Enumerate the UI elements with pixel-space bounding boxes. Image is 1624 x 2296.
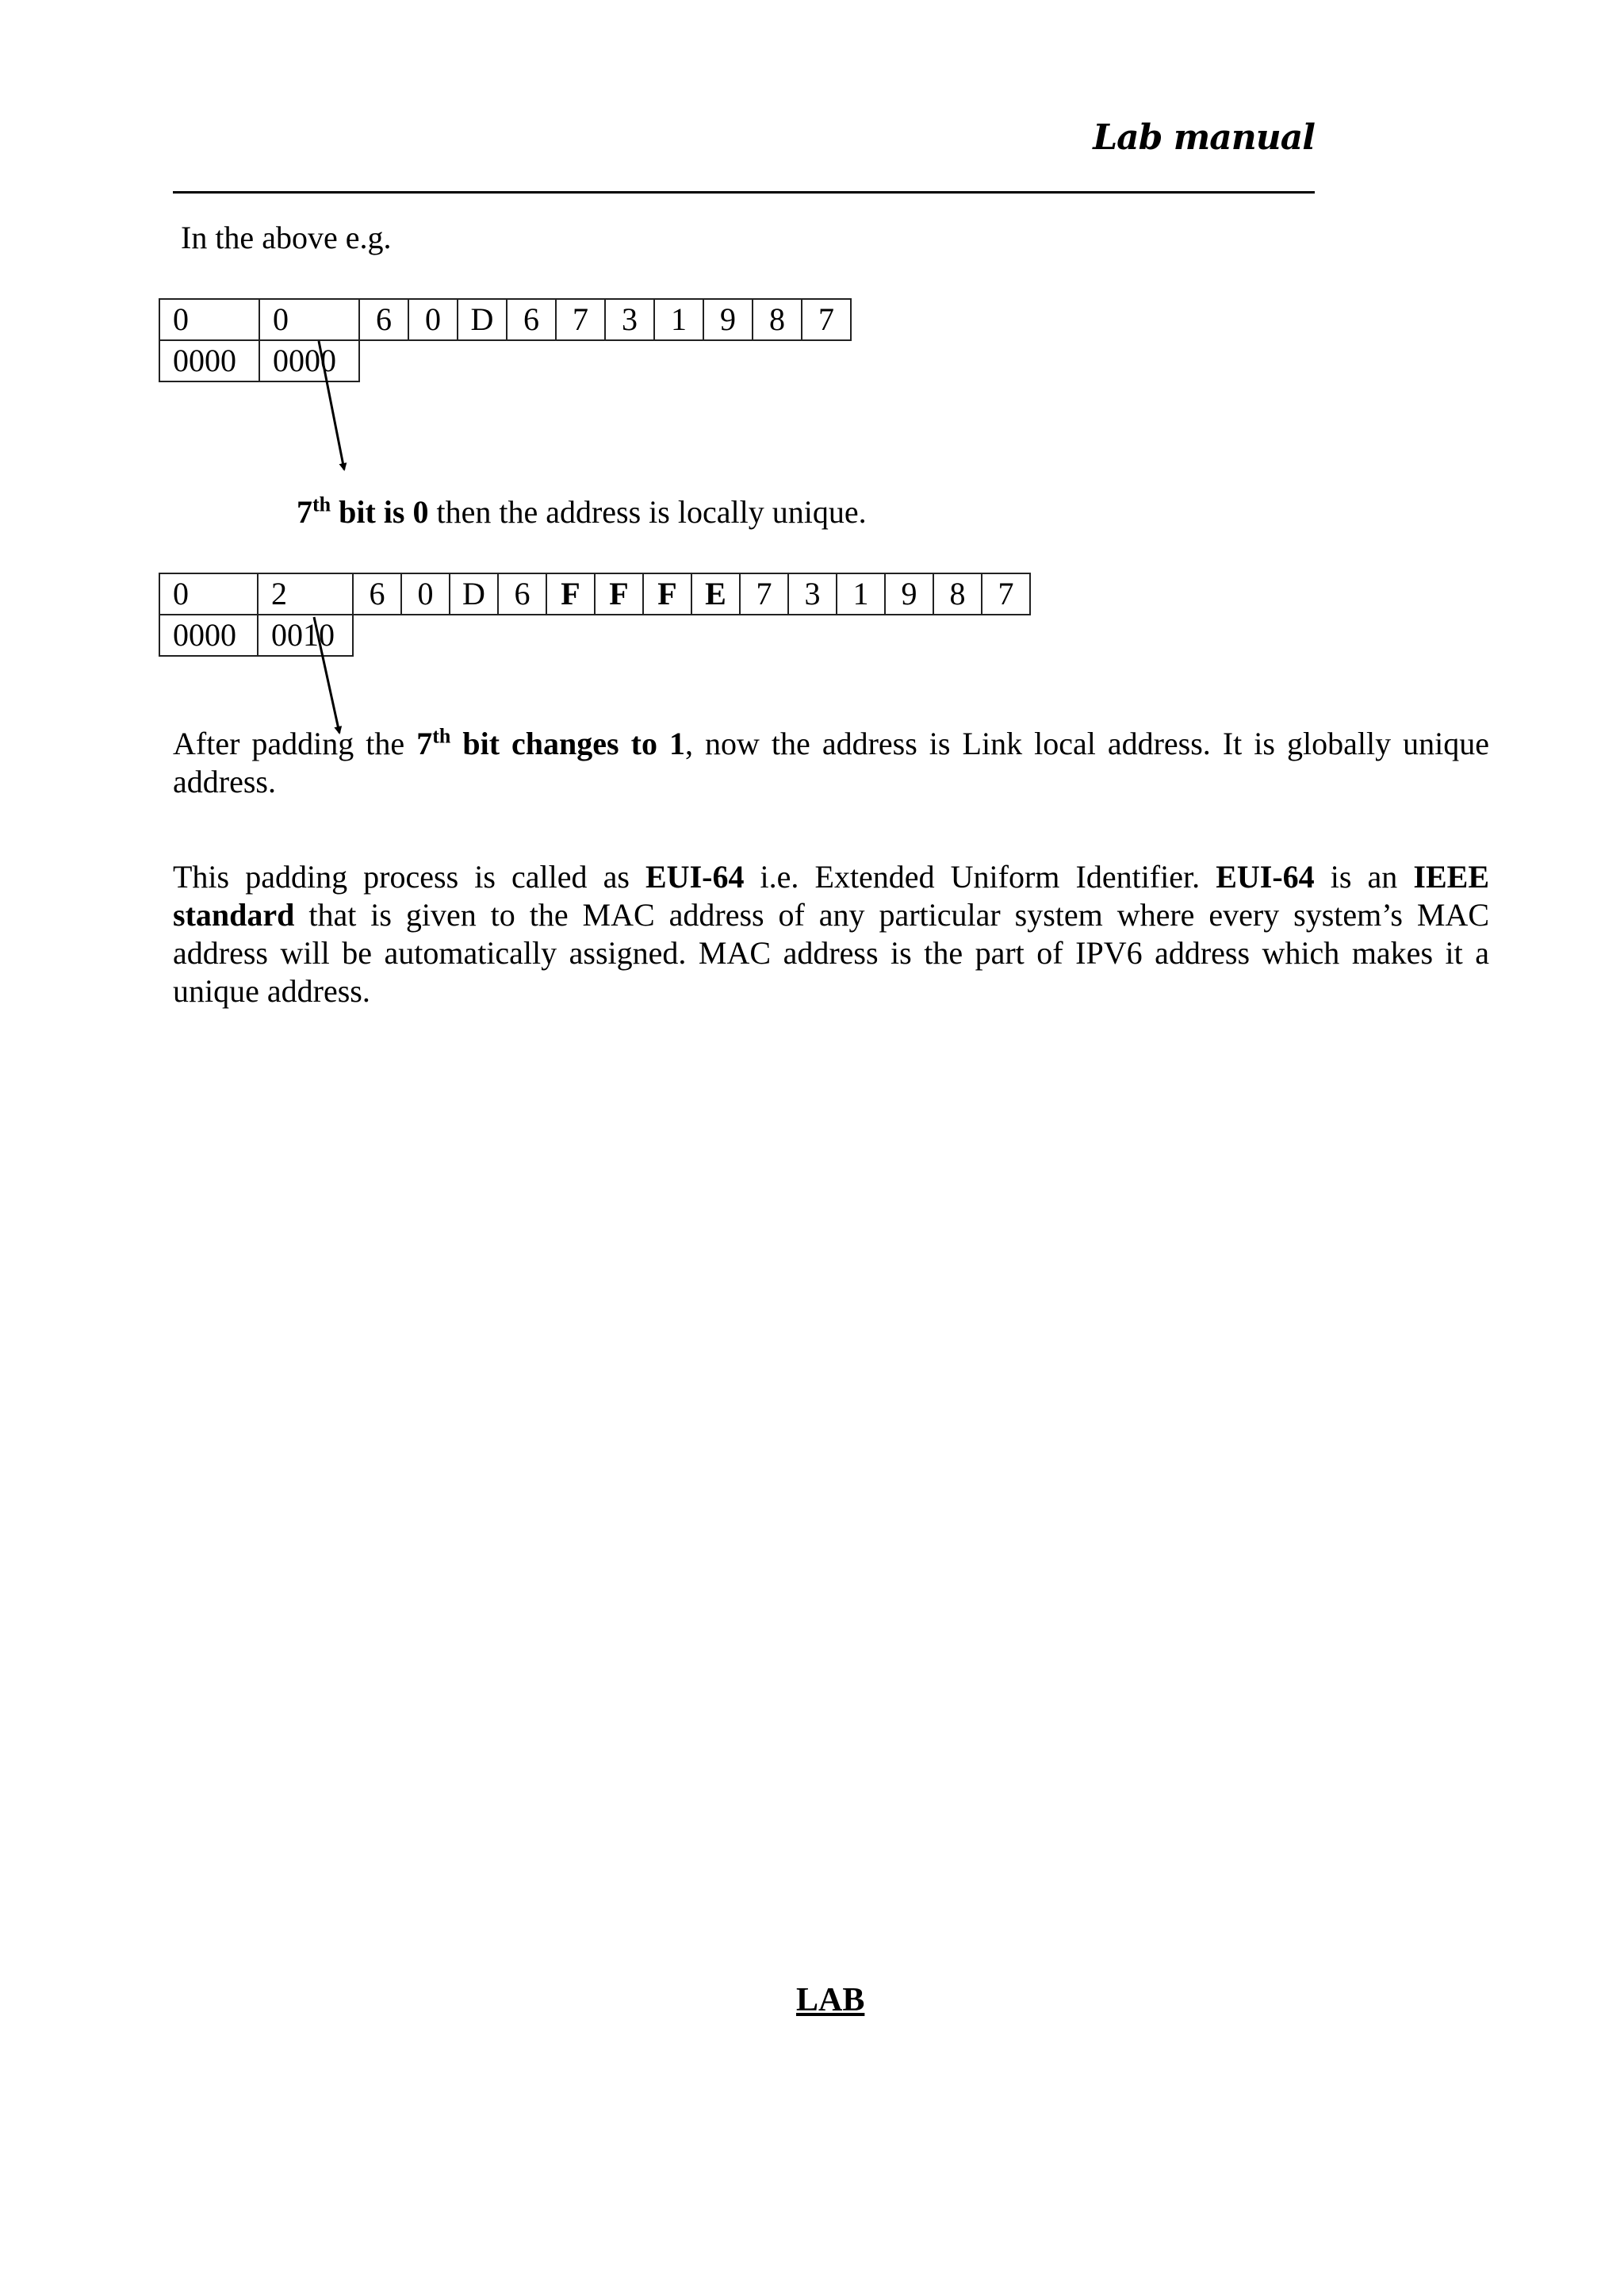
para-bold: EUI-64 <box>1216 859 1315 895</box>
table-cell: 6 <box>507 299 556 340</box>
table-cell: 2 <box>258 573 353 615</box>
para-text: i.e. Extended Uniform Identifier. <box>744 859 1216 895</box>
eui64-paragraph <box>173 858 1489 1010</box>
note-superscript: th <box>312 493 331 516</box>
table-cell: D <box>450 573 498 615</box>
table-cell: 0 <box>159 573 258 615</box>
table-cell: 7 <box>556 299 605 340</box>
note-text: then the address is locally unique. <box>428 494 867 530</box>
table-cell: 0000 <box>159 340 259 381</box>
table-cell: 0 <box>408 299 458 340</box>
table-cell: 8 <box>933 573 982 615</box>
table-cell: 9 <box>703 299 753 340</box>
table-cell: D <box>458 299 507 340</box>
para-text: that is given to the MAC address of any particular system where every system’s MAC address will be automatically assigned. MAC address is the part of IPV6 address which makes it a unique address. <box>173 897 1489 1009</box>
table-cell: 6 <box>498 573 546 615</box>
table-cell: 0000 <box>159 615 258 656</box>
table-cell: 6 <box>359 299 408 340</box>
arrow-to-paragraph <box>314 617 339 733</box>
table-cell: 7 <box>802 299 851 340</box>
table-cell: 0 <box>259 299 359 340</box>
table-cell: 0000 <box>259 340 359 381</box>
arrow-to-note <box>319 341 344 470</box>
section-heading: LAB <box>796 1982 865 2018</box>
table-cell: 3 <box>788 573 837 615</box>
para-bold: 7 <box>416 726 433 761</box>
table-cell: 9 <box>885 573 933 615</box>
table-cell: 0 <box>159 299 259 340</box>
para-text: This padding process is called as <box>173 859 645 895</box>
intro-text: In the above e.g. <box>181 220 392 255</box>
para-bold: EUI-64 <box>645 859 745 895</box>
para-bold: IEEE standard <box>173 859 1489 933</box>
para-text: is an <box>1314 859 1414 895</box>
note-bold-text: bit is 0 <box>331 494 429 530</box>
table-cell: 7 <box>982 573 1030 615</box>
table-cell: 1 <box>654 299 703 340</box>
table-cell: 1 <box>837 573 885 615</box>
table-cell-highlight: F <box>643 573 691 615</box>
table-cell: 7 <box>740 573 788 615</box>
para-text: , now the address is Link local address. It is globally unique address. <box>173 726 1489 799</box>
para-text: After padding the <box>173 726 417 761</box>
para-superscript: th <box>432 724 451 748</box>
note-bit-number: 7 <box>297 494 312 530</box>
table-cell: 3 <box>605 299 654 340</box>
table-cell: 0010 <box>258 615 353 656</box>
table-cell-highlight: E <box>691 573 740 615</box>
para-bold: bit changes to 1 <box>450 726 685 761</box>
table-cell: 8 <box>753 299 802 340</box>
table-cell-highlight: F <box>546 573 595 615</box>
padding-paragraph <box>173 725 1489 801</box>
table-cell: 0 <box>401 573 450 615</box>
table-cell: 6 <box>353 573 401 615</box>
table-cell-highlight: F <box>595 573 643 615</box>
header-title: Lab manual <box>1093 117 1315 158</box>
